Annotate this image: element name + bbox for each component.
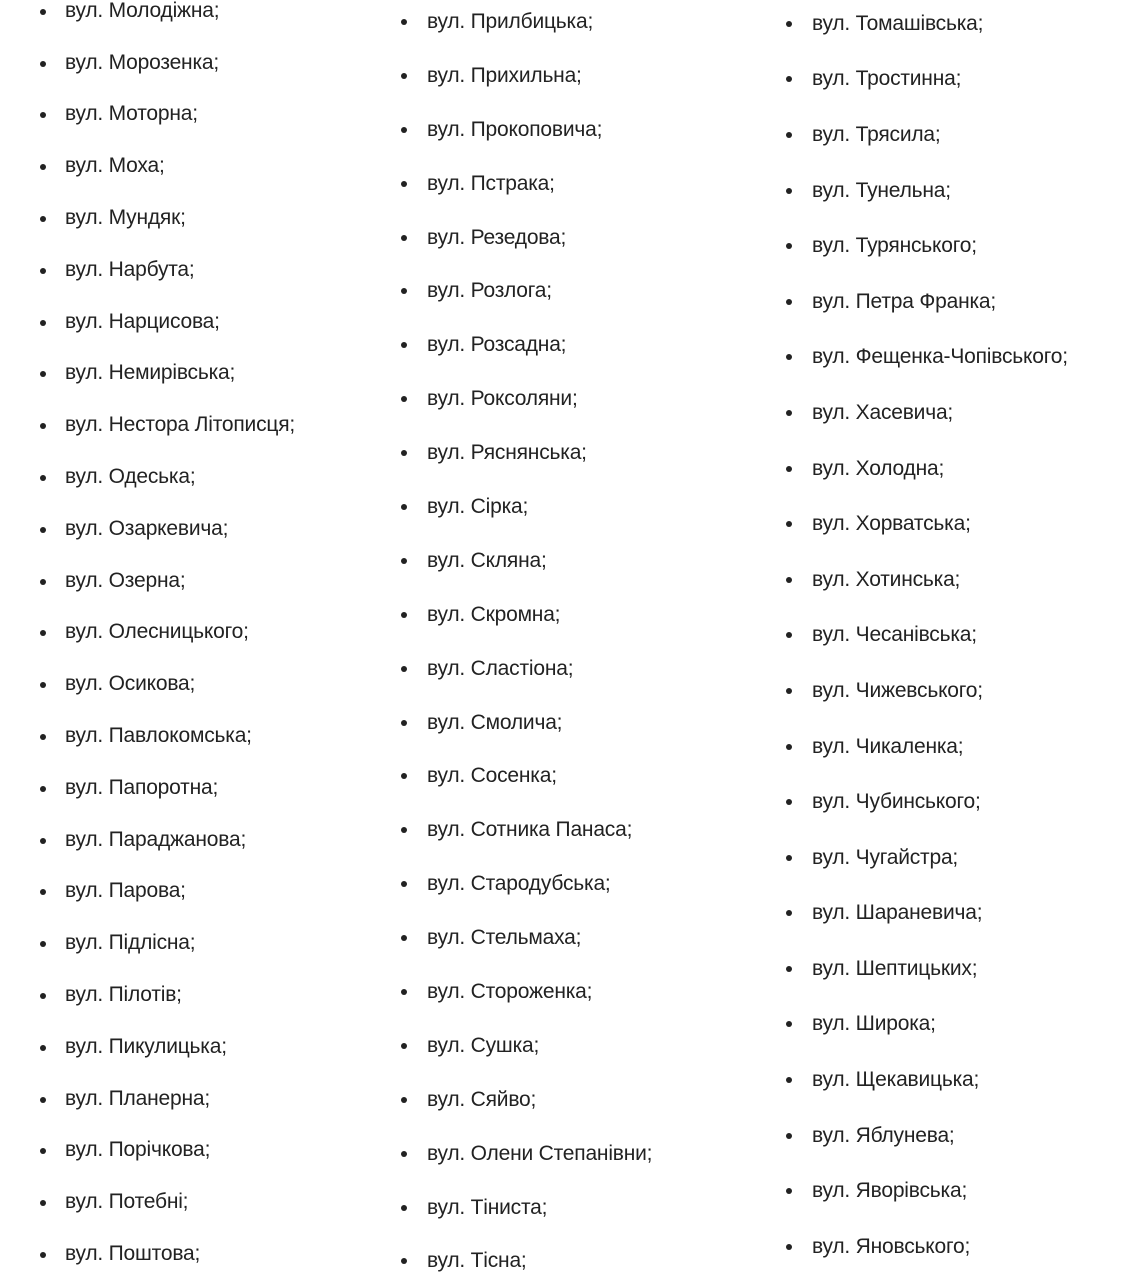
street-name: вул. Моторна; — [65, 102, 198, 126]
street-name: вул. Роксоляни; — [427, 387, 578, 411]
street-name: вул. Сотника Панаса; — [427, 818, 633, 842]
bullet-icon — [786, 910, 792, 916]
street-list-item — [0, 608, 1068, 664]
bullet-icon — [786, 21, 792, 27]
street-name: вул. Шептицьких; — [812, 956, 978, 980]
bullet-icon — [786, 410, 792, 416]
bullet-icon — [786, 744, 792, 750]
street-name: вул. Стельмаха; — [427, 926, 582, 950]
street-name: вул. Сушка; — [427, 1033, 540, 1057]
bullet-icon — [786, 76, 792, 82]
street-name: вул. Сірка; — [427, 494, 529, 518]
street-list-item — [0, 107, 1068, 163]
street-name: вул. Чесанівська; — [812, 623, 977, 647]
street-name: вул. Молодіжна; — [65, 0, 220, 22]
street-name: вул. Широка; — [812, 1012, 936, 1036]
street-name: вул. Нестора Літописця; — [65, 413, 295, 437]
street-name: вул. Олесницького; — [65, 620, 249, 644]
street-list-item — [0, 997, 1068, 1053]
street-name: вул. Озерна; — [65, 568, 186, 592]
street-name: вул. Парова; — [65, 879, 186, 903]
street-name: вул. Одеська; — [65, 465, 196, 489]
street-name: вул. Підлісна; — [65, 931, 196, 955]
bullet-icon — [786, 632, 792, 638]
bullet-icon — [786, 466, 792, 472]
street-name: вул. Тунельна; — [812, 178, 951, 202]
street-name: вул. Пстрака; — [427, 171, 555, 195]
street-name: вул. Смолича; — [427, 710, 563, 734]
street-list-item — [0, 886, 1068, 942]
street-name: вул. Нарбута; — [65, 257, 195, 281]
bullet-icon — [786, 1244, 792, 1250]
street-name: вул. Тісна; — [427, 1249, 527, 1273]
street-name: вул. Петра Франка; — [812, 289, 997, 313]
street-name: вул. Олени Степанівни; — [427, 1141, 653, 1165]
street-list-item — [0, 330, 1068, 386]
bullet-icon — [786, 521, 792, 527]
bullet-icon — [786, 1133, 792, 1139]
street-name: вул. Резедова; — [427, 225, 567, 249]
street-list-item — [0, 719, 1068, 775]
bullet-icon — [786, 132, 792, 138]
street-list-item — [0, 218, 1068, 274]
street-name: вул. Сосенка; — [427, 764, 557, 788]
street-name: вул. Сяйво; — [427, 1087, 537, 1111]
bullet-icon — [786, 1021, 792, 1027]
street-list-item — [0, 774, 1068, 830]
street-name: вул. Прилбицька; — [427, 9, 594, 33]
street-list-item — [0, 1052, 1068, 1108]
street-name: вул. Параджанова; — [65, 827, 247, 851]
street-name: вул. Холодна; — [812, 456, 945, 480]
street-name: вул. Мундяк; — [65, 206, 186, 230]
street-name: вул. Хотинська; — [812, 567, 961, 591]
street-name: вул. Порічкова; — [65, 1138, 211, 1162]
street-name: вул. Яворівська; — [812, 1179, 968, 1203]
street-name: вул. Фещенка-Чопівського; — [812, 345, 1068, 369]
street-name: вул. Потебні; — [65, 1190, 189, 1214]
street-name: вул. Стороженка; — [427, 979, 593, 1003]
street-name: вул. Чикаленка; — [812, 734, 964, 758]
street-name: вул. Моха; — [65, 154, 165, 178]
street-list-item — [0, 385, 1068, 441]
street-name: вул. Планерна; — [65, 1086, 210, 1110]
street-list-item — [0, 552, 1068, 608]
street-list-item — [0, 0, 1068, 52]
street-list-item — [0, 1219, 1068, 1275]
street-name: вул. Яновського; — [812, 1234, 971, 1258]
street-name: вул. Тростинна; — [812, 67, 962, 91]
street-name: вул. Пілотів; — [65, 983, 182, 1007]
street-name: вул. Прихильна; — [427, 63, 582, 87]
street-name: вул. Скромна; — [427, 602, 561, 626]
bullet-icon — [786, 855, 792, 861]
street-name: вул. Прокоповича; — [427, 117, 603, 141]
street-name: вул. Тіниста; — [427, 1195, 548, 1219]
street-name: вул. Хасевича; — [812, 400, 954, 424]
street-name: вул. Осикова; — [65, 672, 196, 696]
street-name: вул. Сластіона; — [427, 656, 574, 680]
street-name: вул. Поштова; — [65, 1242, 201, 1266]
street-name: вул. Морозенка; — [65, 50, 220, 74]
bullet-icon — [786, 577, 792, 583]
street-list-item — [0, 441, 1068, 497]
bullet-icon — [786, 799, 792, 805]
street-name: вул. Озаркевича; — [65, 516, 229, 540]
street-name: вул. Пикулицька; — [65, 1034, 227, 1058]
bullet-icon — [786, 966, 792, 972]
street-name: вул. Томашівська; — [812, 11, 984, 35]
bullet-icon — [786, 188, 792, 194]
street-name: вул. Турянського; — [812, 234, 977, 258]
street-name: вул. Шараневича; — [812, 901, 983, 925]
street-name: вул. Ряснянська; — [427, 441, 587, 465]
street-list-item — [0, 163, 1068, 219]
street-name: вул. Чижевського; — [812, 678, 983, 702]
street-list-item — [0, 1163, 1068, 1219]
street-list-item — [0, 1108, 1068, 1164]
bullet-icon — [786, 299, 792, 305]
bullet-icon — [786, 1188, 792, 1194]
bullet-icon — [786, 688, 792, 694]
street-list-item — [0, 941, 1068, 997]
street-name: вул. Папоротна; — [65, 775, 219, 799]
street-name: вул. Розсадна; — [427, 333, 567, 357]
street-name: вул. Розлога; — [427, 279, 552, 303]
street-list-item — [0, 827, 1068, 886]
bullet-icon — [786, 354, 792, 360]
street-name: вул. Стародубська; — [427, 872, 611, 896]
street-name: вул. Павлокомська; — [65, 724, 252, 748]
street-name: вул. Чугайстра; — [812, 845, 959, 869]
street-name: вул. Нарцисова; — [65, 309, 220, 333]
street-name: вул. Немирівська; — [65, 361, 236, 385]
street-name: вул. Яблунева; — [812, 1123, 955, 1147]
street-list-item — [0, 274, 1068, 330]
bullet-icon — [786, 243, 792, 249]
street-name: вул. Щекавицька; — [812, 1068, 980, 1092]
street-list-item — [0, 496, 1068, 552]
street-name: вул. Хорватська; — [812, 512, 971, 536]
street-list-item — [0, 663, 1068, 719]
street-list-item — [0, 52, 1068, 108]
street-name: вул. Скляна; — [427, 548, 547, 572]
street-name: вул. Трясила; — [812, 122, 941, 146]
bullet-icon — [786, 1077, 792, 1083]
street-name: вул. Чубинського; — [812, 790, 981, 814]
